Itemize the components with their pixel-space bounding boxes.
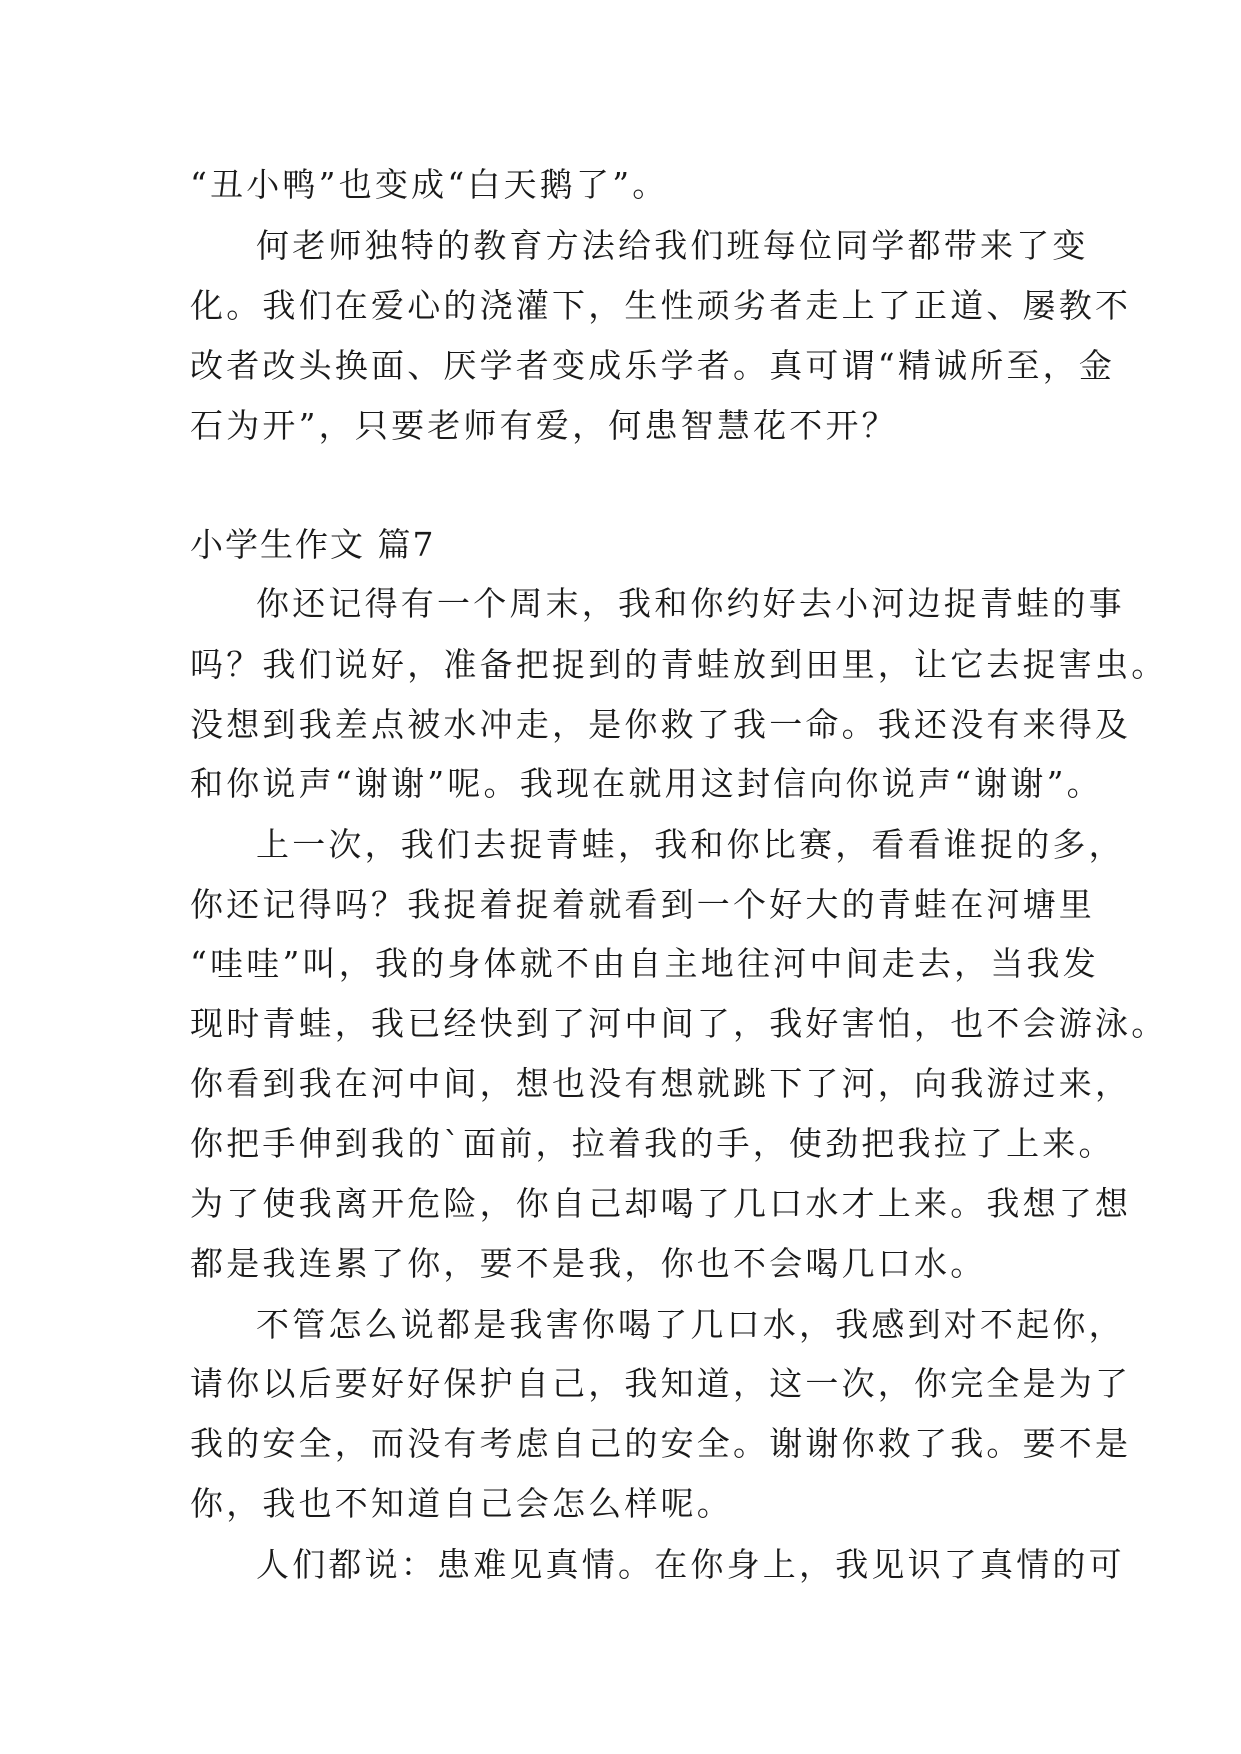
paragraph-line: 上一次，我们去捉青蛙，我和你比赛，看看谁捉的多，	[256, 825, 1125, 864]
paragraph-line: 为了使我离开危险，你自己却喝了几口水才上来。我想了想	[190, 1184, 1132, 1223]
section-heading: 小学生作文 篇7	[190, 525, 436, 564]
paragraph-line: 化。我们在爱心的浇灌下，生性顽劣者走上了正道、屡教不	[190, 286, 1132, 325]
paragraph-line: 改者改头换面、厌学者变成乐学者。真可谓“精诚所至，金	[190, 346, 1116, 385]
paragraph-line: 不管怎么说都是我害你喝了几口水，我感到对不起你，	[256, 1305, 1125, 1344]
paragraph-line: 吗？我们说好，准备把捉到的青蛙放到田里，让它去捉害虫。	[190, 645, 1168, 684]
paragraph-line: “丑小鸭”也变成“白天鹅了”。	[190, 165, 669, 204]
paragraph-line: 你还记得有一个周末，我和你约好去小河边捉青蛙的事	[256, 584, 1125, 623]
paragraph-line: 你看到我在河中间，想也没有想就跳下了河，向我游过来，	[190, 1064, 1132, 1103]
paragraph-line: 何老师独特的教育方法给我们班每位同学都带来了变	[256, 226, 1089, 265]
paragraph-line: 都是我连累了你，要不是我，你也不会喝几口水。	[190, 1244, 987, 1283]
paragraph-line: 请你以后要好好保护自己，我知道，这一次，你完全是为了	[190, 1364, 1132, 1403]
paragraph-line: 没想到我差点被水冲走，是你救了我一命。我还没有来得及	[190, 705, 1132, 744]
paragraph-line: 你还记得吗？我捉着捉着就看到一个好大的青蛙在河塘里	[190, 885, 1095, 924]
paragraph-line: “哇哇”叫，我的身体就不由自主地往河中间走去，当我发	[190, 944, 1099, 983]
paragraph-line: 我的安全，而没有考虑自己的安全。谢谢你救了我。要不是	[190, 1424, 1132, 1463]
paragraph-line: 你把手伸到我的`面前，拉着我的手，使劲把我拉了上来。	[190, 1124, 1115, 1163]
paragraph-line: 人们都说：患难见真情。在你身上，我见识了真情的可	[256, 1545, 1125, 1584]
paragraph-line: 石为开”，只要老师有爱，何患智慧花不开？	[190, 406, 898, 445]
paragraph-line: 你，我也不知道自己会怎么样呢。	[190, 1484, 733, 1523]
paragraph-line: 和你说声“谢谢”呢。我现在就用这封信向你说声“谢谢”。	[190, 764, 1103, 803]
paragraph-line: 现时青蛙，我已经快到了河中间了，我好害怕，也不会游泳。	[190, 1004, 1168, 1043]
